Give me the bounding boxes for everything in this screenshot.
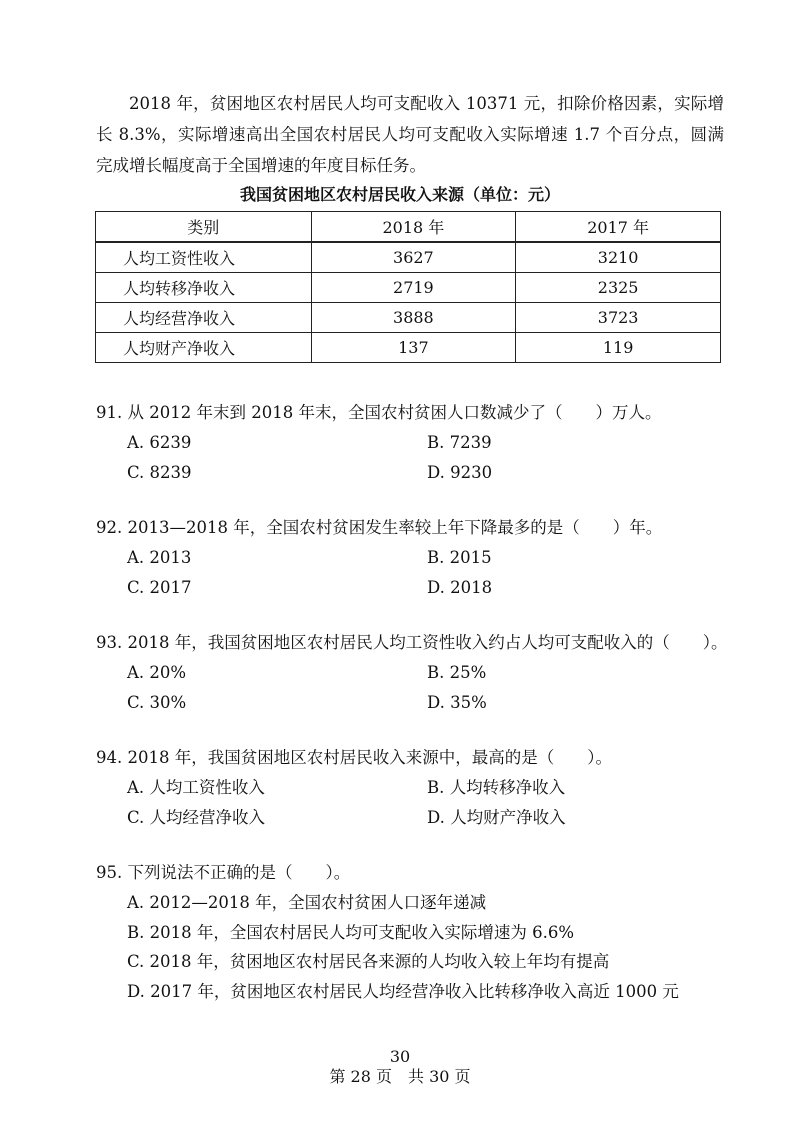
row-category: 人均转移净收入	[96, 273, 312, 303]
question-93	[96, 628, 736, 718]
question-options	[127, 543, 736, 603]
option-d[interactable]: D. 9230	[427, 463, 493, 482]
option-a[interactable]: A. 6239	[127, 433, 192, 452]
question-stem: 94. 2018 年，我国贫困地区农村居民收入来源中，最高的是（ ）。	[96, 748, 612, 767]
question-95	[96, 858, 736, 1006]
row-category: 人均工资性收入	[96, 242, 312, 273]
option-d[interactable]: D. 2017 年，贫困地区农村居民人均经营净收入比转移净收入高近 1000 元	[127, 981, 679, 1001]
question-options	[127, 888, 736, 1006]
option-a[interactable]: A. 20%	[127, 663, 187, 682]
table-row	[96, 242, 721, 273]
option-b[interactable]: B. 2015	[427, 548, 492, 567]
table-title: 我国贫困地区农村居民收入来源（单位：元）	[239, 185, 560, 204]
header-2017: 2017 年	[516, 212, 721, 243]
row-category: 人均财产净收入	[96, 333, 312, 363]
option-b[interactable]: B. 25%	[427, 663, 487, 682]
intro-text: 2018 年，贫困地区农村居民人均可支配收入 10371 元，扣除价格因素，实际增长 8.3%，实际增速高出全国农村居民人均可支配收入实际增速 1.7 个百分点，圆满完成增长幅度高于全国增速的年度目标任务。	[96, 94, 724, 175]
table-row	[96, 303, 721, 333]
option-a[interactable]: A. 2012—2018 年，全国农村贫困人口逐年递减	[127, 893, 487, 912]
question-options	[127, 773, 736, 833]
option-c[interactable]: C. 2017	[127, 578, 192, 597]
option-c[interactable]: C. 人均经营净收入	[127, 808, 266, 827]
option-c[interactable]: C. 2018 年，贫困地区农村居民各来源的人均收入较上年均有提高	[127, 952, 610, 971]
option-b[interactable]: B. 2018 年，全国农村居民人均可支配收入实际增速为 6.6%	[127, 922, 575, 942]
option-a[interactable]: A. 人均工资性收入	[127, 778, 265, 797]
option-c[interactable]: C. 30%	[127, 693, 187, 712]
row-value-2018: 3888	[311, 303, 516, 333]
question-stem: 91. 从 2012 年末到 2018 年末，全国农村贫困人口数减少了（ ）万人。	[96, 403, 662, 422]
table-row	[96, 333, 721, 363]
question-options	[127, 428, 736, 488]
row-value-2017: 2325	[516, 273, 721, 303]
row-value-2018: 2719	[311, 273, 516, 303]
income-source-table	[95, 211, 721, 363]
question-92	[96, 513, 736, 603]
row-value-2017: 3210	[516, 242, 721, 273]
question-stem: 95. 下列说法不正确的是（ ）。	[96, 863, 351, 882]
intro-paragraph	[96, 88, 724, 181]
option-b[interactable]: B. 人均转移净收入	[427, 778, 566, 797]
header-2018: 2018 年	[311, 212, 516, 243]
question-stem: 93. 2018 年，我国贫困地区农村居民人均工资性收入约占人均可支配收入的（ ）。	[96, 633, 728, 652]
header-category: 类别	[96, 212, 312, 243]
option-d[interactable]: D. 人均财产净收入	[427, 808, 566, 827]
page-info: 第 28 页 共 30 页	[329, 1067, 471, 1086]
option-c[interactable]: C. 8239	[127, 463, 192, 482]
row-value-2017: 3723	[516, 303, 721, 333]
row-category: 人均经营净收入	[96, 303, 312, 333]
question-options	[127, 658, 736, 718]
option-a[interactable]: A. 2013	[127, 548, 192, 567]
question-91	[96, 398, 736, 488]
option-d[interactable]: D. 2018	[427, 578, 493, 597]
option-d[interactable]: D. 35%	[427, 693, 487, 712]
row-value-2018: 137	[311, 333, 516, 363]
option-b[interactable]: B. 7239	[427, 433, 492, 452]
row-value-2017: 119	[516, 333, 721, 363]
table-header-row	[96, 212, 721, 243]
row-value-2018: 3627	[311, 242, 516, 273]
table-row	[96, 273, 721, 303]
question-94	[96, 743, 736, 833]
page-number: 30	[389, 1047, 411, 1066]
question-stem: 92. 2013—2018 年，全国农村贫困发生率较上年下降最多的是（ ）年。	[96, 518, 663, 537]
